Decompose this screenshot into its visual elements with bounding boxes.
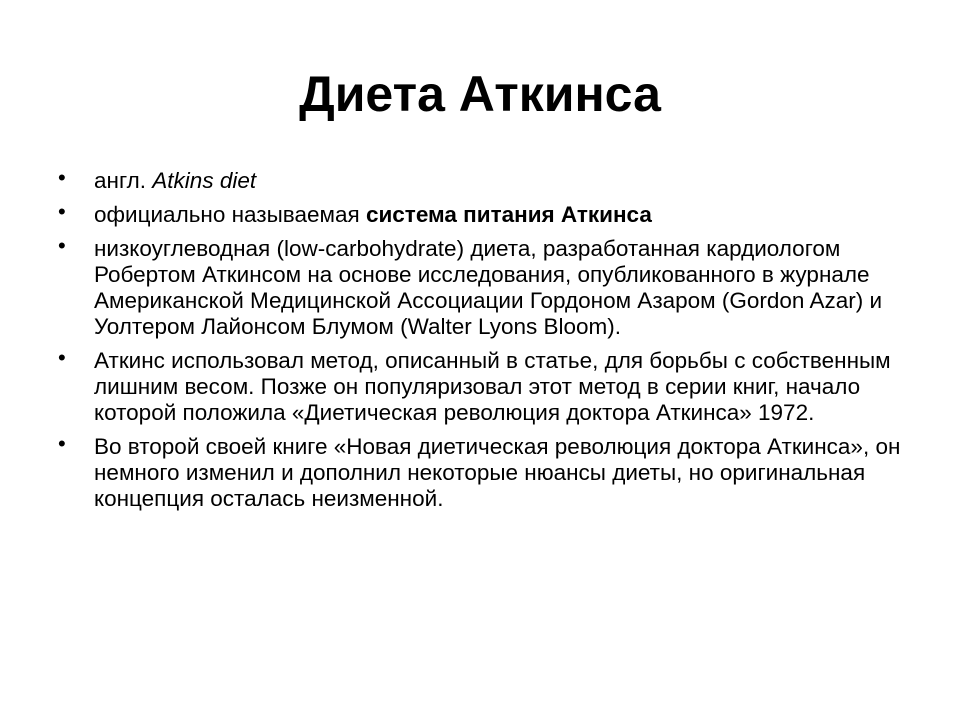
bullet-icon: • [58,431,66,456]
bullet-item [58,199,908,228]
bullet-text [94,168,256,193]
bullet-list [58,165,908,520]
bullet-text-bold: система питания Аткинса [365,202,652,227]
bullet-icon: • [58,199,66,224]
bullet-icon: • [58,233,66,258]
bullet-text: низкоуглеводная (low-carbohydrate) диета, разработанная кардиологом Робертом Аткинсом на основе исследования, опубликованного в журнале Американской Медицинской Ассоциации Гордоном Азаром (Gordon Azar) и Уолтером Лайонсом Блумом (Walter Lyons Bloom). [94,236,883,339]
slide-title: Диета Аткинса [299,66,661,122]
bullet-item [58,431,908,512]
bullet-icon: • [58,165,66,190]
bullet-text-part: англ. [94,168,153,193]
bullet-text: Аткинс использовал метод, описанный в статье, для борьбы с собственным лишним весом. Позже он популяризовал этот метод в серии книг, начало которой положила «Диетическая революция доктора Аткинса» 1972. [94,348,891,425]
bullet-text [94,202,652,227]
bullet-item [58,165,908,194]
bullet-item [58,233,908,340]
bullet-text-part: официально называемая [94,202,366,227]
bullet-text-italic: Atkins diet [152,168,257,193]
bullet-icon: • [58,345,66,370]
bullet-item [58,345,908,426]
bullet-text: Во второй своей книге «Новая диетическая революция доктора Аткинса», он немного изменил и дополнил некоторые нюансы диеты, но оригинальная концепция осталась неизменной. [94,434,901,511]
